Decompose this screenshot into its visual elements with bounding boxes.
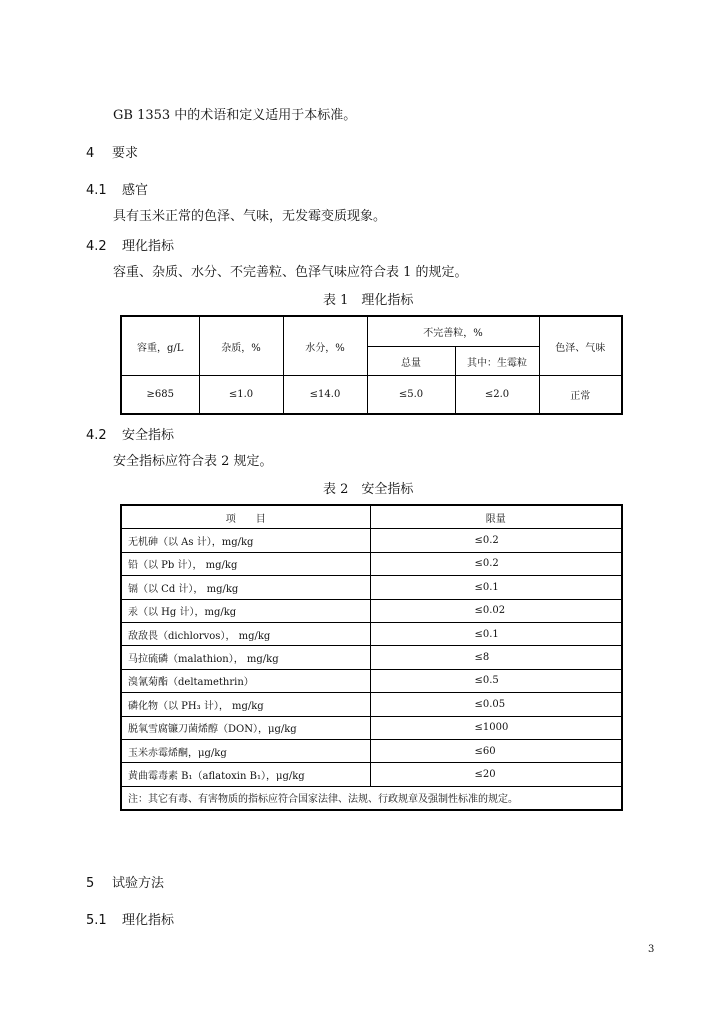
limit-cell: ≤0.2 xyxy=(370,552,622,575)
item-cell: 马拉硫磷（malathion）， mg/kg xyxy=(121,646,370,669)
table-2-caption: 表 2 安全指标 xyxy=(323,482,414,497)
section-title: 试验方法 xyxy=(112,876,165,891)
item-cell: 铅（以 Pb 计）， mg/kg xyxy=(121,552,370,575)
table-row xyxy=(121,693,622,716)
section-number: 5.1 xyxy=(86,913,107,928)
header-limit: 限量 xyxy=(370,505,622,529)
section-number: 5 xyxy=(86,876,95,891)
value-total: ≤5.0 xyxy=(367,376,455,415)
item-cell: 溴氰菊酯（deltamethrin） xyxy=(121,669,370,692)
section-4-2-physchem-text: 容重、杂质、水分、不完善粒、色泽气味应符合表 1 的规定。 xyxy=(113,265,468,280)
item-cell: 脱氧雪腐镰刀菌烯醇（DON），μg/kg xyxy=(121,716,370,739)
section-4-2-safety-heading xyxy=(86,424,174,443)
table-row xyxy=(121,739,622,762)
limit-cell: ≤0.05 xyxy=(370,693,622,716)
section-number: 4.2 xyxy=(86,428,107,443)
table-row xyxy=(121,529,622,552)
limit-cell: ≤0.02 xyxy=(370,599,622,622)
limit-cell: ≤20 xyxy=(370,763,622,786)
header-buwanshan: 不完善粒，% xyxy=(367,316,539,347)
section-number: 4 xyxy=(86,146,95,161)
intro-paragraph: GB 1353 中的术语和定义适用于本标准。 xyxy=(113,108,357,123)
limit-cell: ≤0.1 xyxy=(370,622,622,645)
table-row xyxy=(121,646,622,669)
header-color: 色泽、气味 xyxy=(539,316,622,376)
table-row xyxy=(121,552,622,575)
section-4-2-safety-text: 安全指标应符合表 2 规定。 xyxy=(113,454,273,469)
header-total: 总量 xyxy=(367,347,455,376)
item-cell: 敌敌畏（dichlorvos）， mg/kg xyxy=(121,622,370,645)
value-mold: ≤2.0 xyxy=(455,376,539,415)
table-row xyxy=(121,622,622,645)
limit-cell: ≤0.2 xyxy=(370,529,622,552)
value-rongzhong: ≥685 xyxy=(121,376,199,415)
table-note: 注：其它有毒、有害物质的指标应符合国家法律、法规、行政规章及强制性标准的规定。 xyxy=(121,786,622,810)
item-cell: 玉米赤霉烯酮，μg/kg xyxy=(121,739,370,762)
section-number: 4.2 xyxy=(86,239,107,254)
page-number: 3 xyxy=(648,944,655,955)
limit-cell: ≤60 xyxy=(370,739,622,762)
table-row xyxy=(121,576,622,599)
item-cell: 镉（以 Cd 计）， mg/kg xyxy=(121,576,370,599)
value-color: 正常 xyxy=(539,376,622,415)
table-row xyxy=(121,763,622,786)
header-shuifen: 水分，% xyxy=(283,316,367,376)
limit-cell: ≤0.5 xyxy=(370,669,622,692)
section-title: 理化指标 xyxy=(122,913,175,928)
item-cell: 磷化物（以 PH₃ 计）， mg/kg xyxy=(121,693,370,716)
limit-cell: ≤8 xyxy=(370,646,622,669)
table-1-caption: 表 1 理化指标 xyxy=(323,293,414,308)
section-title: 要求 xyxy=(112,146,139,161)
header-item: 项 目 xyxy=(121,505,370,529)
section-title: 安全指标 xyxy=(122,428,175,443)
limit-cell: ≤1000 xyxy=(370,716,622,739)
section-title: 理化指标 xyxy=(122,239,175,254)
item-cell: 黄曲霉毒素 B₁（aflatoxin B₁），μg/kg xyxy=(121,763,370,786)
section-4-2-physchem-heading xyxy=(86,235,174,254)
table-row xyxy=(121,599,622,622)
item-cell: 汞（以 Hg 计），mg/kg xyxy=(121,599,370,622)
section-number: 4.1 xyxy=(86,183,107,198)
header-rongzhong: 容重，g/L xyxy=(121,316,199,376)
table-row xyxy=(121,716,622,739)
item-cell: 无机砷（以 As 计），mg/kg xyxy=(121,529,370,552)
section-title: 感官 xyxy=(122,183,149,198)
limit-cell: ≤0.1 xyxy=(370,576,622,599)
section-4-1-text: 具有玉米正常的色泽、气味，无发霉变质现象。 xyxy=(113,209,387,224)
section-5-1-heading xyxy=(86,909,174,928)
section-5-heading xyxy=(86,872,164,891)
header-zazhi: 杂质，% xyxy=(199,316,283,376)
table-note-row xyxy=(121,786,622,810)
value-shuifen: ≤14.0 xyxy=(283,376,367,415)
header-mold: 其中：生霉粒 xyxy=(455,347,539,376)
section-4-heading xyxy=(86,142,138,161)
value-zazhi: ≤1.0 xyxy=(199,376,283,415)
physchem-table xyxy=(120,315,623,415)
section-4-1-heading xyxy=(86,179,148,198)
safety-table xyxy=(120,504,623,811)
table-row xyxy=(121,669,622,692)
